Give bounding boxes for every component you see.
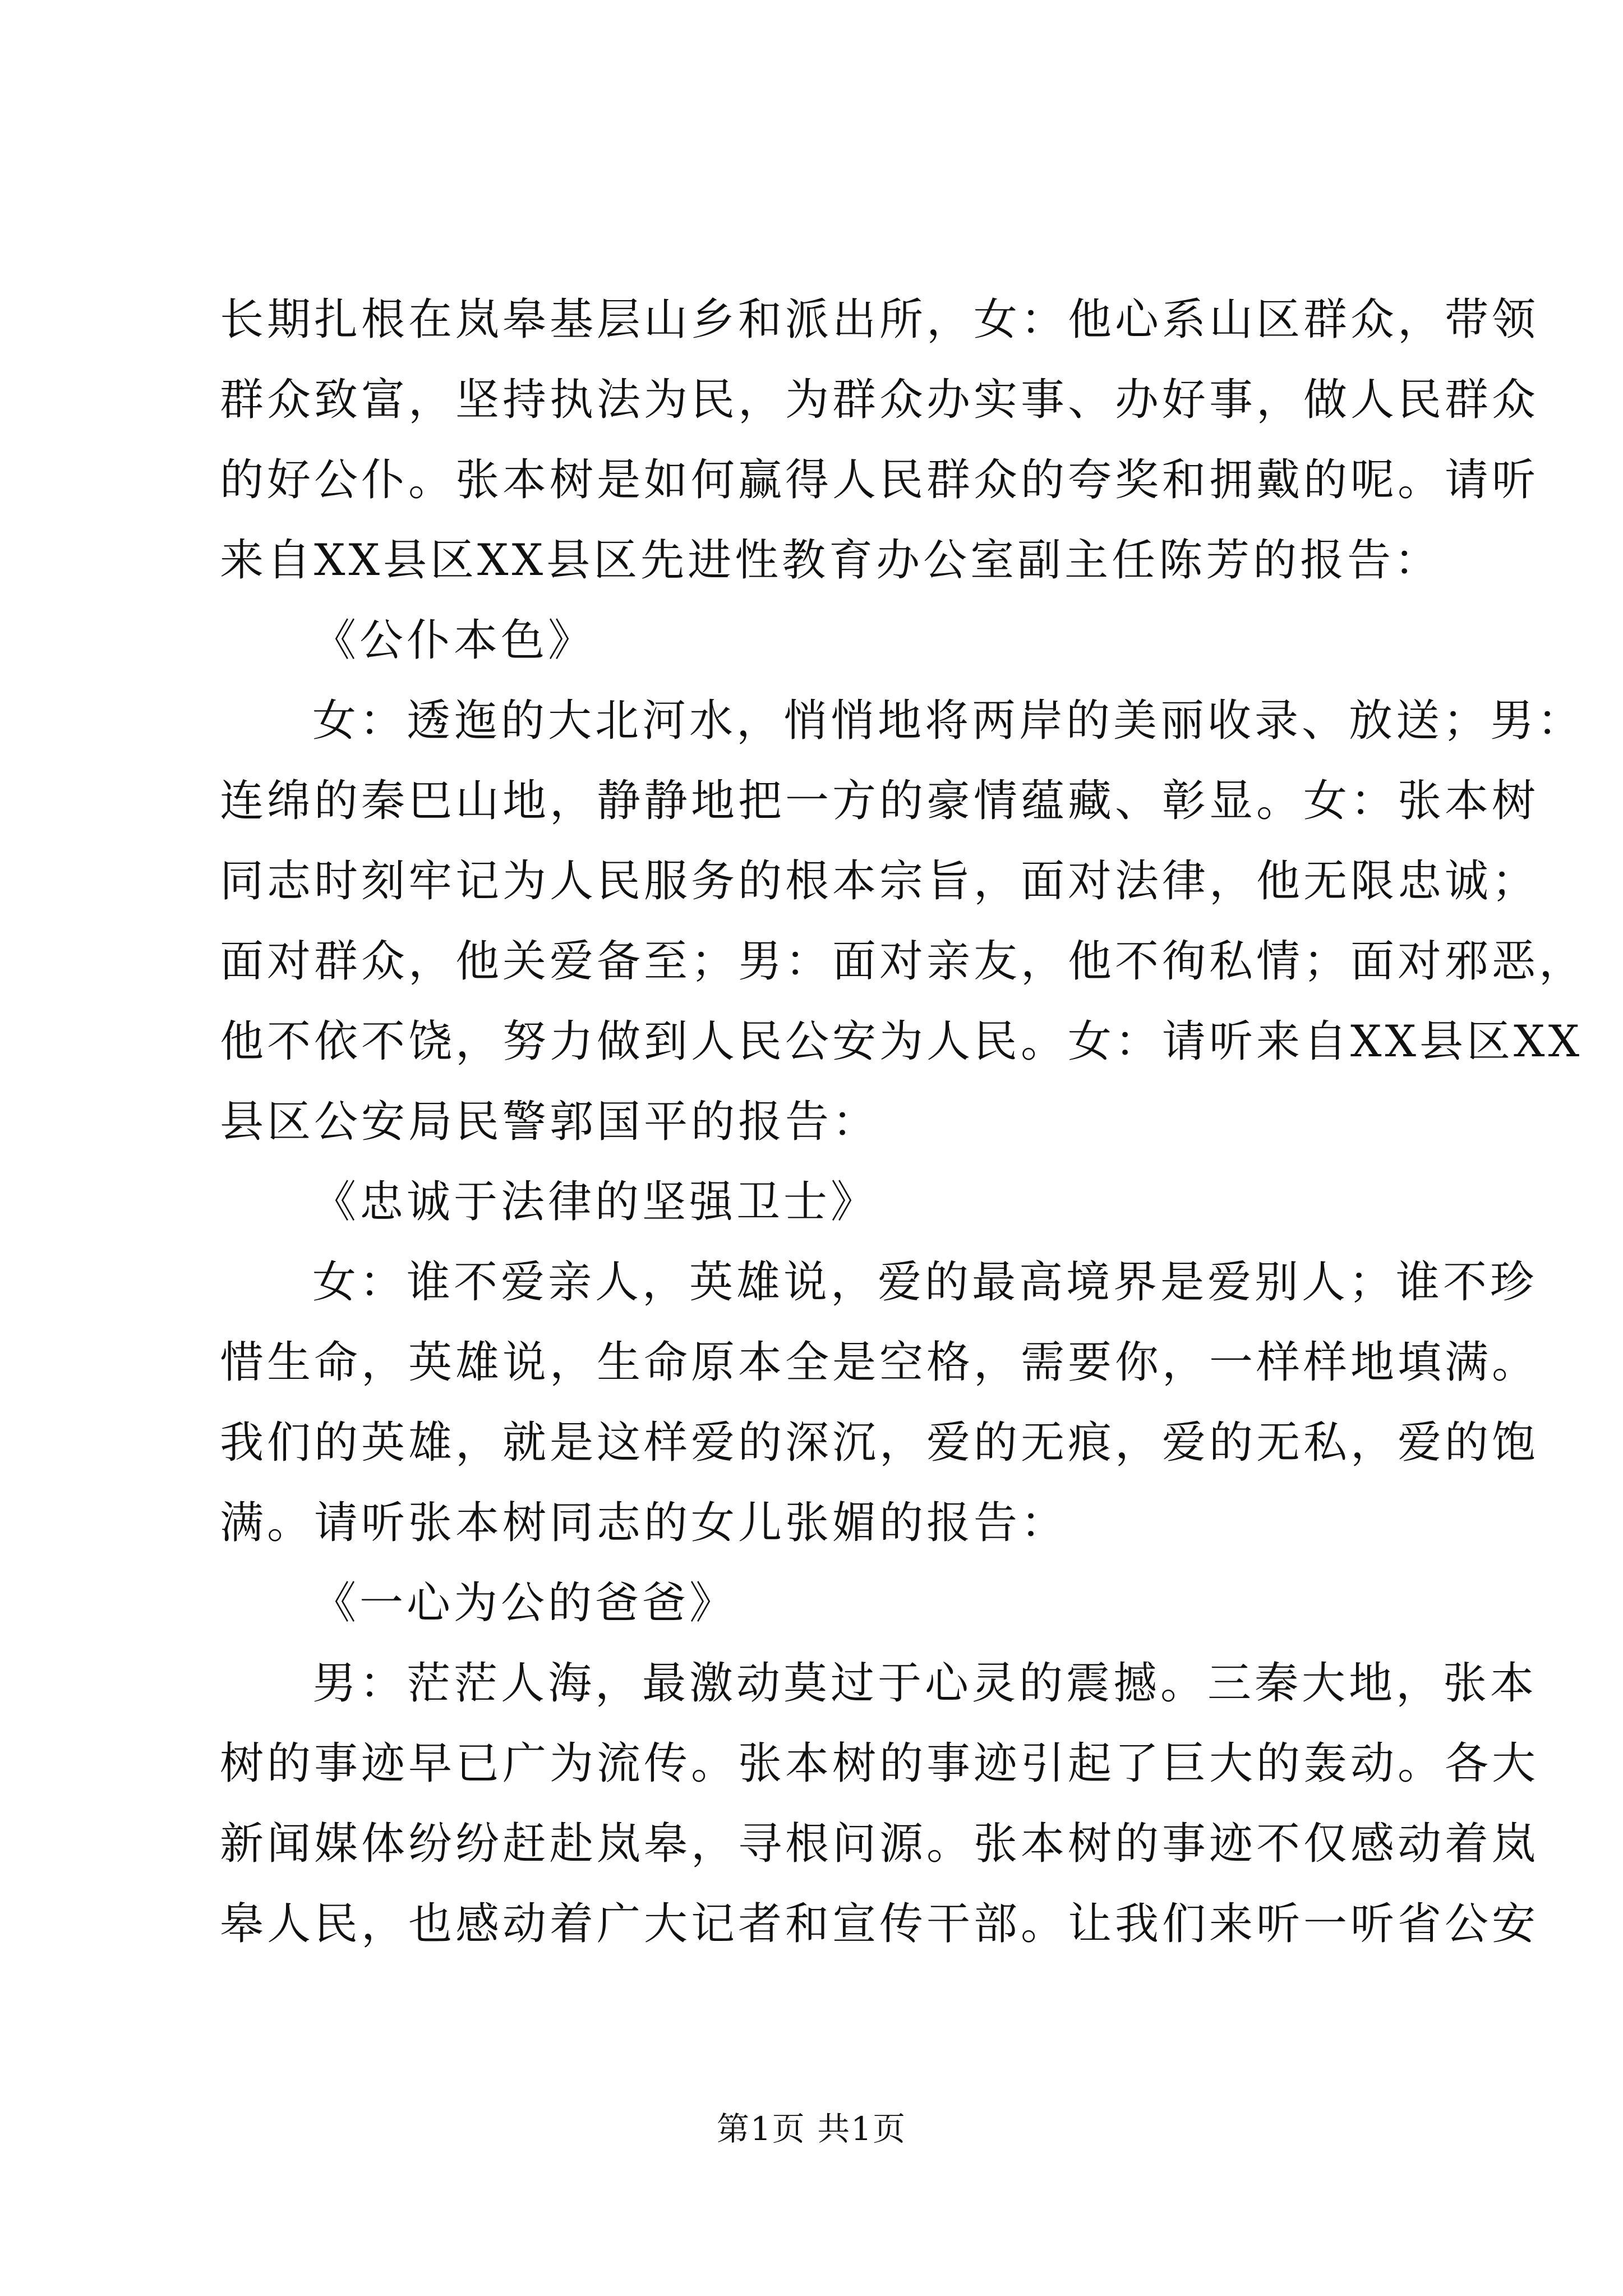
text-line: 女：透迤的大北河水，悄悄地将两岸的美丽收录、放送；男： xyxy=(312,696,1585,746)
text-line: 树的事迹早已广为流传。张本树的事迹引起了巨大的轰动。各大 xyxy=(220,1738,1539,1789)
text-line: 面对群众，他关爱备至；男：面对亲友，他不徇私情；面对邪恶， xyxy=(220,936,1587,987)
text-line: 我们的英雄，就是这样爱的深沉，爱的无痕，爱的无私，爱的饱 xyxy=(220,1418,1539,1468)
text-line: 县区公安局民警郭国平的报告： xyxy=(220,1097,880,1147)
text-line: 他不依不饶，努力做到人民公安为人民。女：请听来自XX县区XX xyxy=(220,1016,1583,1067)
text-line: 惜生命，英雄说，生命原本全是空格，需要你，一样样地填满。 xyxy=(220,1337,1539,1388)
text-line: 新闻媒体纷纷赶赴岚皋，寻根问源。张本树的事迹不仅感动着岚 xyxy=(220,1819,1539,1869)
text-line: 满。请听张本树同志的女儿张媚的报告： xyxy=(220,1498,1068,1548)
section-title: 《忠诚于法律的坚强卫士》 xyxy=(312,1177,878,1227)
text-line: 男：茫茫人海，最激动莫过于心灵的震撼。三秦大地，张本 xyxy=(312,1658,1538,1709)
text-line: 群众致富，坚持执法为民，为群众办实事、办好事，做人民群众 xyxy=(220,375,1539,425)
text-line: 长期扎根在岚皋基层山乡和派出所，女：他心系山区群众，带领 xyxy=(220,295,1539,345)
text-line: 来自XX县区XX县区先进性教育办公室副主任陈芳的报告： xyxy=(220,535,1442,586)
text-line: 女：谁不爱亲人，英雄说，爱的最高境界是爱别人；谁不珍 xyxy=(312,1257,1538,1308)
text-line: 同志时刻牢记为人民服务的根本宗旨，面对法律，他无限忠诚； xyxy=(220,856,1539,907)
text-line: 皋人民，也感动着广大记者和宣传干部。让我们来听一听省公安 xyxy=(220,1899,1539,1949)
page-footer: 第1页 共1页 xyxy=(716,2110,907,2148)
section-title: 《公仆本色》 xyxy=(312,615,596,666)
text-line: 的好公仆。张本树是如何赢得人民群众的夸奖和拥戴的呢。请听 xyxy=(220,455,1539,505)
text-line: 连绵的秦巴山地，静静地把一方的豪情蕴藏、彰显。女：张本树 xyxy=(220,776,1539,826)
section-title: 《一心为公的爸爸》 xyxy=(312,1578,737,1628)
